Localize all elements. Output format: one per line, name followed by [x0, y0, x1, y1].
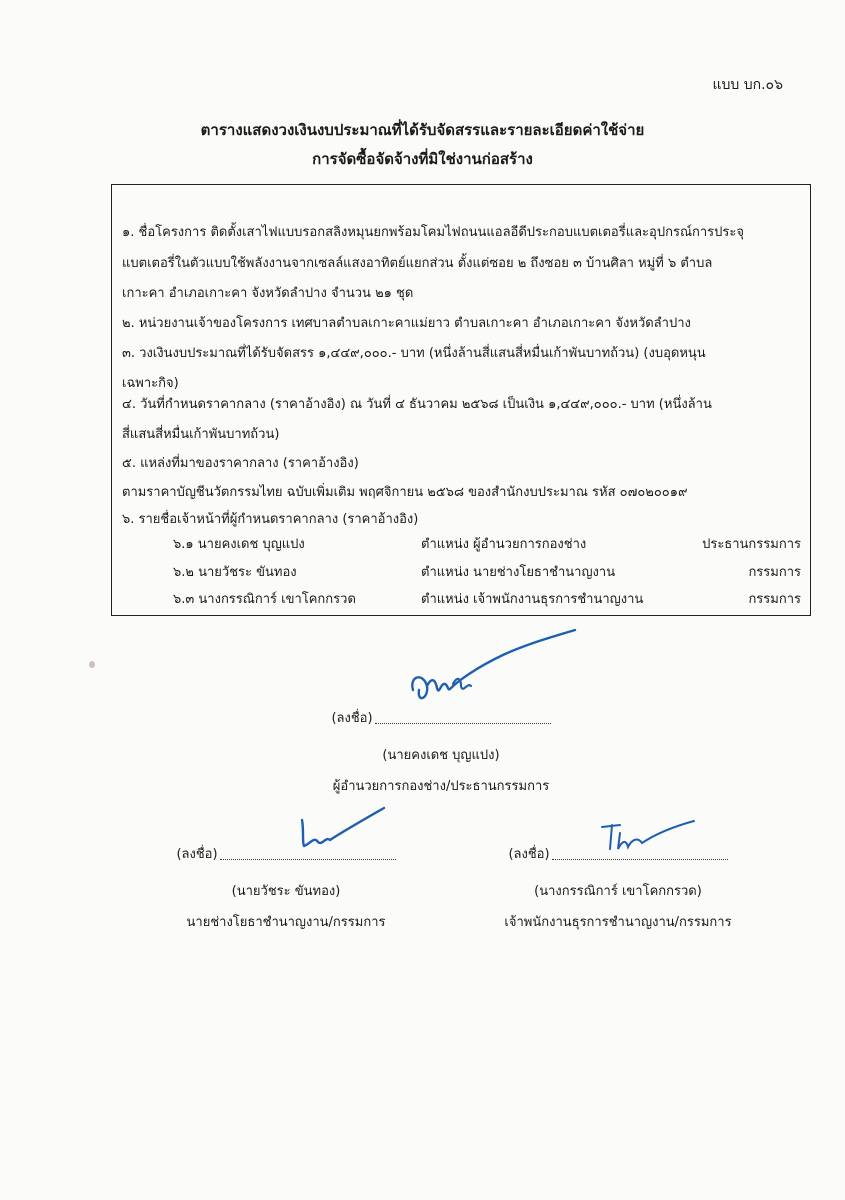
- detail-line-3: เกาะคา อำเภอเกาะคา จังหวัดลำปาง จำนวน ๒๑ ชุด: [122, 286, 414, 301]
- sign-label: (ลงชื่อ): [508, 847, 550, 862]
- detail-line-9: ๕. แหล่งที่มาของราคากลาง (ราคาอ้างอิง): [122, 456, 359, 471]
- sign-label: (ลงชื่อ): [331, 711, 373, 726]
- detail-line-4: ๒. หน่วยงานเจ้าของโครงการ เทศบาลตำบลเกาะคาแม่ยาว ตำบลเกาะคา อำเภอเกาะคา จังหวัดลำปาง: [122, 316, 691, 331]
- detail-line-8: สี่แสนสี่หมื่นเก้าพันบาทถ้วน): [122, 427, 280, 442]
- document-title: ตารางแสดงวงเงินงบประมาณที่ได้รับจัดสรรและรายละเอียดค่าใช้จ่าย: [200, 121, 645, 139]
- sign-label: (ลงชื่อ): [176, 847, 218, 862]
- member1-signature-block: [170, 843, 402, 932]
- committee-position: ตำแหน่ง ผู้อำนวยการกองช่าง: [421, 537, 587, 552]
- detail-line-7: ๔. วันที่กำหนดราคากลาง (ราคาอ้างอิง) ณ วันที่ ๔ ธันวาคม ๒๕๖๘ เป็นเงิน ๑,๔๔๙,๐๐๐.- บาท (หนึ่งล้าน: [122, 397, 712, 412]
- member2-signature-block: [490, 843, 746, 932]
- detail-line-11: ๖. รายชื่อเจ้าหน้าที่ผู้กำหนดราคากลาง (ราคาอ้างอิง): [122, 512, 419, 527]
- member2-name: (นางกรรณิการ์ เขาโคกกรวด): [534, 884, 702, 899]
- committee-name: ๖.๑ นายคงเดช บุญแปง: [173, 537, 305, 552]
- committee-name: ๖.๓ นางกรรณิการ์ เขาโคกกรวด: [173, 592, 356, 607]
- detail-line-1: ๑. ชื่อโครงการ ติดตั้งเสาไฟแบบรอกสลิงหมุนยกพร้อมโคมไฟถนนแอลอีดีประกอบแบตเตอรี่และอุปกรณ์การประจุ: [122, 225, 744, 240]
- committee-position: ตำแหน่ง เจ้าพนักงานธุรการชำนาญงาน: [421, 592, 644, 607]
- committee-position: ตำแหน่ง นายช่างโยธาชำนาญงาน: [421, 565, 616, 580]
- document-subtitle: การจัดซื้อจัดจ้างที่มิใช่งานก่อสร้าง: [312, 150, 533, 168]
- chair-signature-block: [325, 707, 557, 796]
- committee-role: ประธานกรรมการ: [702, 537, 801, 552]
- detail-line-5: ๓. วงเงินงบประมาณที่ได้รับจัดสรร ๑,๔๔๙,๐๐๐.- บาท (หนึ่งล้านสี่แสนสี่หมื่นเก้าพันบาทถ้วน) (งบอุดหนุน: [122, 346, 706, 361]
- member1-name: (นายวัชระ ขันทอง): [231, 884, 341, 899]
- signature-line: [552, 845, 728, 860]
- ink-smudge: [89, 661, 95, 668]
- member1-role: นายช่างโยธาชำนาญงาน/กรรมการ: [186, 915, 386, 930]
- detail-line-6: เฉพาะกิจ): [122, 376, 179, 391]
- signature-line: [375, 709, 551, 724]
- detail-line-10: ตามราคาบัญชีนวัตกรรมไทย ฉบับเพิ่มเติม พฤศจิกายน ๒๕๖๘ ของสำนักงบประมาณ รหัส ๐๗๐๒๐๐๑๙: [122, 485, 688, 500]
- committee-name: ๖.๒ นายวัชระ ขันทอง: [173, 565, 297, 580]
- chair-name: (นายคงเดช บุญแปง): [382, 748, 500, 763]
- member2-role: เจ้าพนักงานธุรการชำนาญงาน/กรรมการ: [504, 915, 732, 930]
- form-code: แบบ บก.๐๖: [712, 77, 783, 93]
- signature-line: [220, 845, 396, 860]
- committee-role: กรรมการ: [748, 565, 801, 580]
- committee-role: กรรมการ: [748, 592, 801, 607]
- detail-line-2: แบตเตอรี่ในตัวแบบใช้พลังงานจากเซลล์แสงอาทิตย์แยกส่วน ตั้งแต่ซอย ๒ ถึงซอย ๓ บ้านศิลา หมู่ที่ ๖ ตำบล: [122, 256, 713, 271]
- chair-role: ผู้อำนวยการกองช่าง/ประธานกรรมการ: [332, 779, 550, 794]
